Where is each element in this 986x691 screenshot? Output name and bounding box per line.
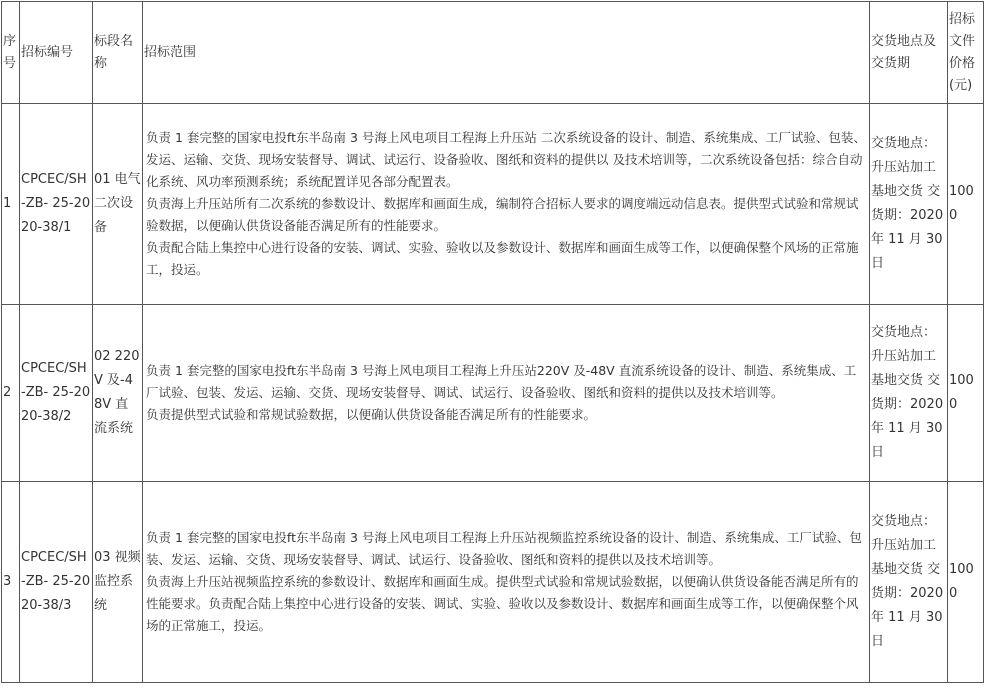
scope-paragraph: 负责配合陆上集控中心进行设备的安装、调试、实验、验收以及参数设计、数据库和画面生成等工作，以便确保整个风场的正常施工，投运。 xyxy=(146,240,859,277)
header-name: 标段名称 xyxy=(93,2,143,104)
table-header-row xyxy=(2,2,984,104)
row-price: 1000 xyxy=(948,104,984,305)
row-delivery: 交货地点：升压站加工基地交货 交货期：2020 年 11 月 30 日 xyxy=(870,104,948,305)
row-code: CPCEC/SH-ZB- 25-2020-38/2 xyxy=(20,305,93,482)
header-price: 招标文件价格(元) xyxy=(948,2,984,104)
header-no: 序号 xyxy=(2,2,20,104)
tender-table xyxy=(1,1,984,683)
row-name: 02 220V 及-48V 直流系统 xyxy=(93,305,143,482)
row-code: CPCEC/SH-ZB- 25-2020-38/3 xyxy=(20,482,93,683)
row-delivery: 交货地点：升压站加工基地交货 交货期：2020 年 11 月 30 日 xyxy=(870,305,948,482)
row-no: 3 xyxy=(2,482,20,683)
scope-paragraph: 负责海上升压站视频监控系统的参数设计、数据库和画面生成。提供型式试验和常规试验数据，以便确认供货设备能否满足所有的性能要求。负责配合陆上集控中心进行设备的安装、调试、实验、验收以及参数设计、数据库和画面生成等工作，以便确保整个风场的正常施工，投运。 xyxy=(146,574,859,633)
row-scope xyxy=(143,305,870,482)
row-scope xyxy=(143,482,870,683)
table-row xyxy=(2,104,984,305)
row-no: 2 xyxy=(2,305,20,482)
table-row xyxy=(2,305,984,482)
table-row xyxy=(2,482,984,683)
scope-paragraph: 负责 1 套完整的国家电投ft东半岛南 3 号海上风电项目工程海上升压站视频监控系统设备的设计、制造、系统集成、工厂试验、包装、发运、运输、交货、现场安装督导、调试、试运行、设备验收、图纸和资料的提供以及技术培训等。 xyxy=(146,530,862,567)
row-price: 1000 xyxy=(948,482,984,683)
row-scope xyxy=(143,104,870,305)
row-no: 1 xyxy=(2,104,20,305)
header-delivery: 交货地点及交货期 xyxy=(870,2,948,104)
scope-paragraph: 负责 1 套完整的国家电投ft东半岛南 3 号海上风电项目工程海上升压站 二次系统设备的设计、制造、系统集成、工厂试验、包装、发运、运输、交货、现场安装督导、调试、试运行、设备验收、图纸和资料的提供以 及技术培训等，二次系统设备包括：综合自动化系统、风功率预测系统；系统配置详见各部分配置表。 xyxy=(146,130,866,189)
row-delivery: 交货地点：升压站加工基地交货 交货期：2020 年 11 月 30 日 xyxy=(870,482,948,683)
row-name: 01 电气二次设备 xyxy=(93,104,143,305)
header-code: 招标编号 xyxy=(20,2,93,104)
header-scope: 招标范围 xyxy=(143,2,870,104)
scope-paragraph: 负责 1 套完整的国家电投ft东半岛南 3 号海上风电项目工程海上升压站220V 及-48V 直流系统设备的设计、制造、系统集成、工厂试验、包装、发运、运输、交货、现场安装督导、调试、试运行、设备验收、图纸和资料的提供以及技术培训等。 xyxy=(146,363,857,400)
row-name: 03 视频监控系统 xyxy=(93,482,143,683)
scope-paragraph: 负责海上升压站所有二次系统的参数设计、数据库和画面生成，编制符合招标人要求的调度端远动信息表。提供型式试验和常规试验数据，以便确认供货设备能否满足所有的性能要求。 xyxy=(146,196,859,233)
row-price: 1000 xyxy=(948,305,984,482)
scope-paragraph: 负责提供型式试验和常规试验数据，以便确认供货设备能否满足所有的性能要求。 xyxy=(146,407,597,422)
row-code: CPCEC/SH-ZB- 25-2020-38/1 xyxy=(20,104,93,305)
